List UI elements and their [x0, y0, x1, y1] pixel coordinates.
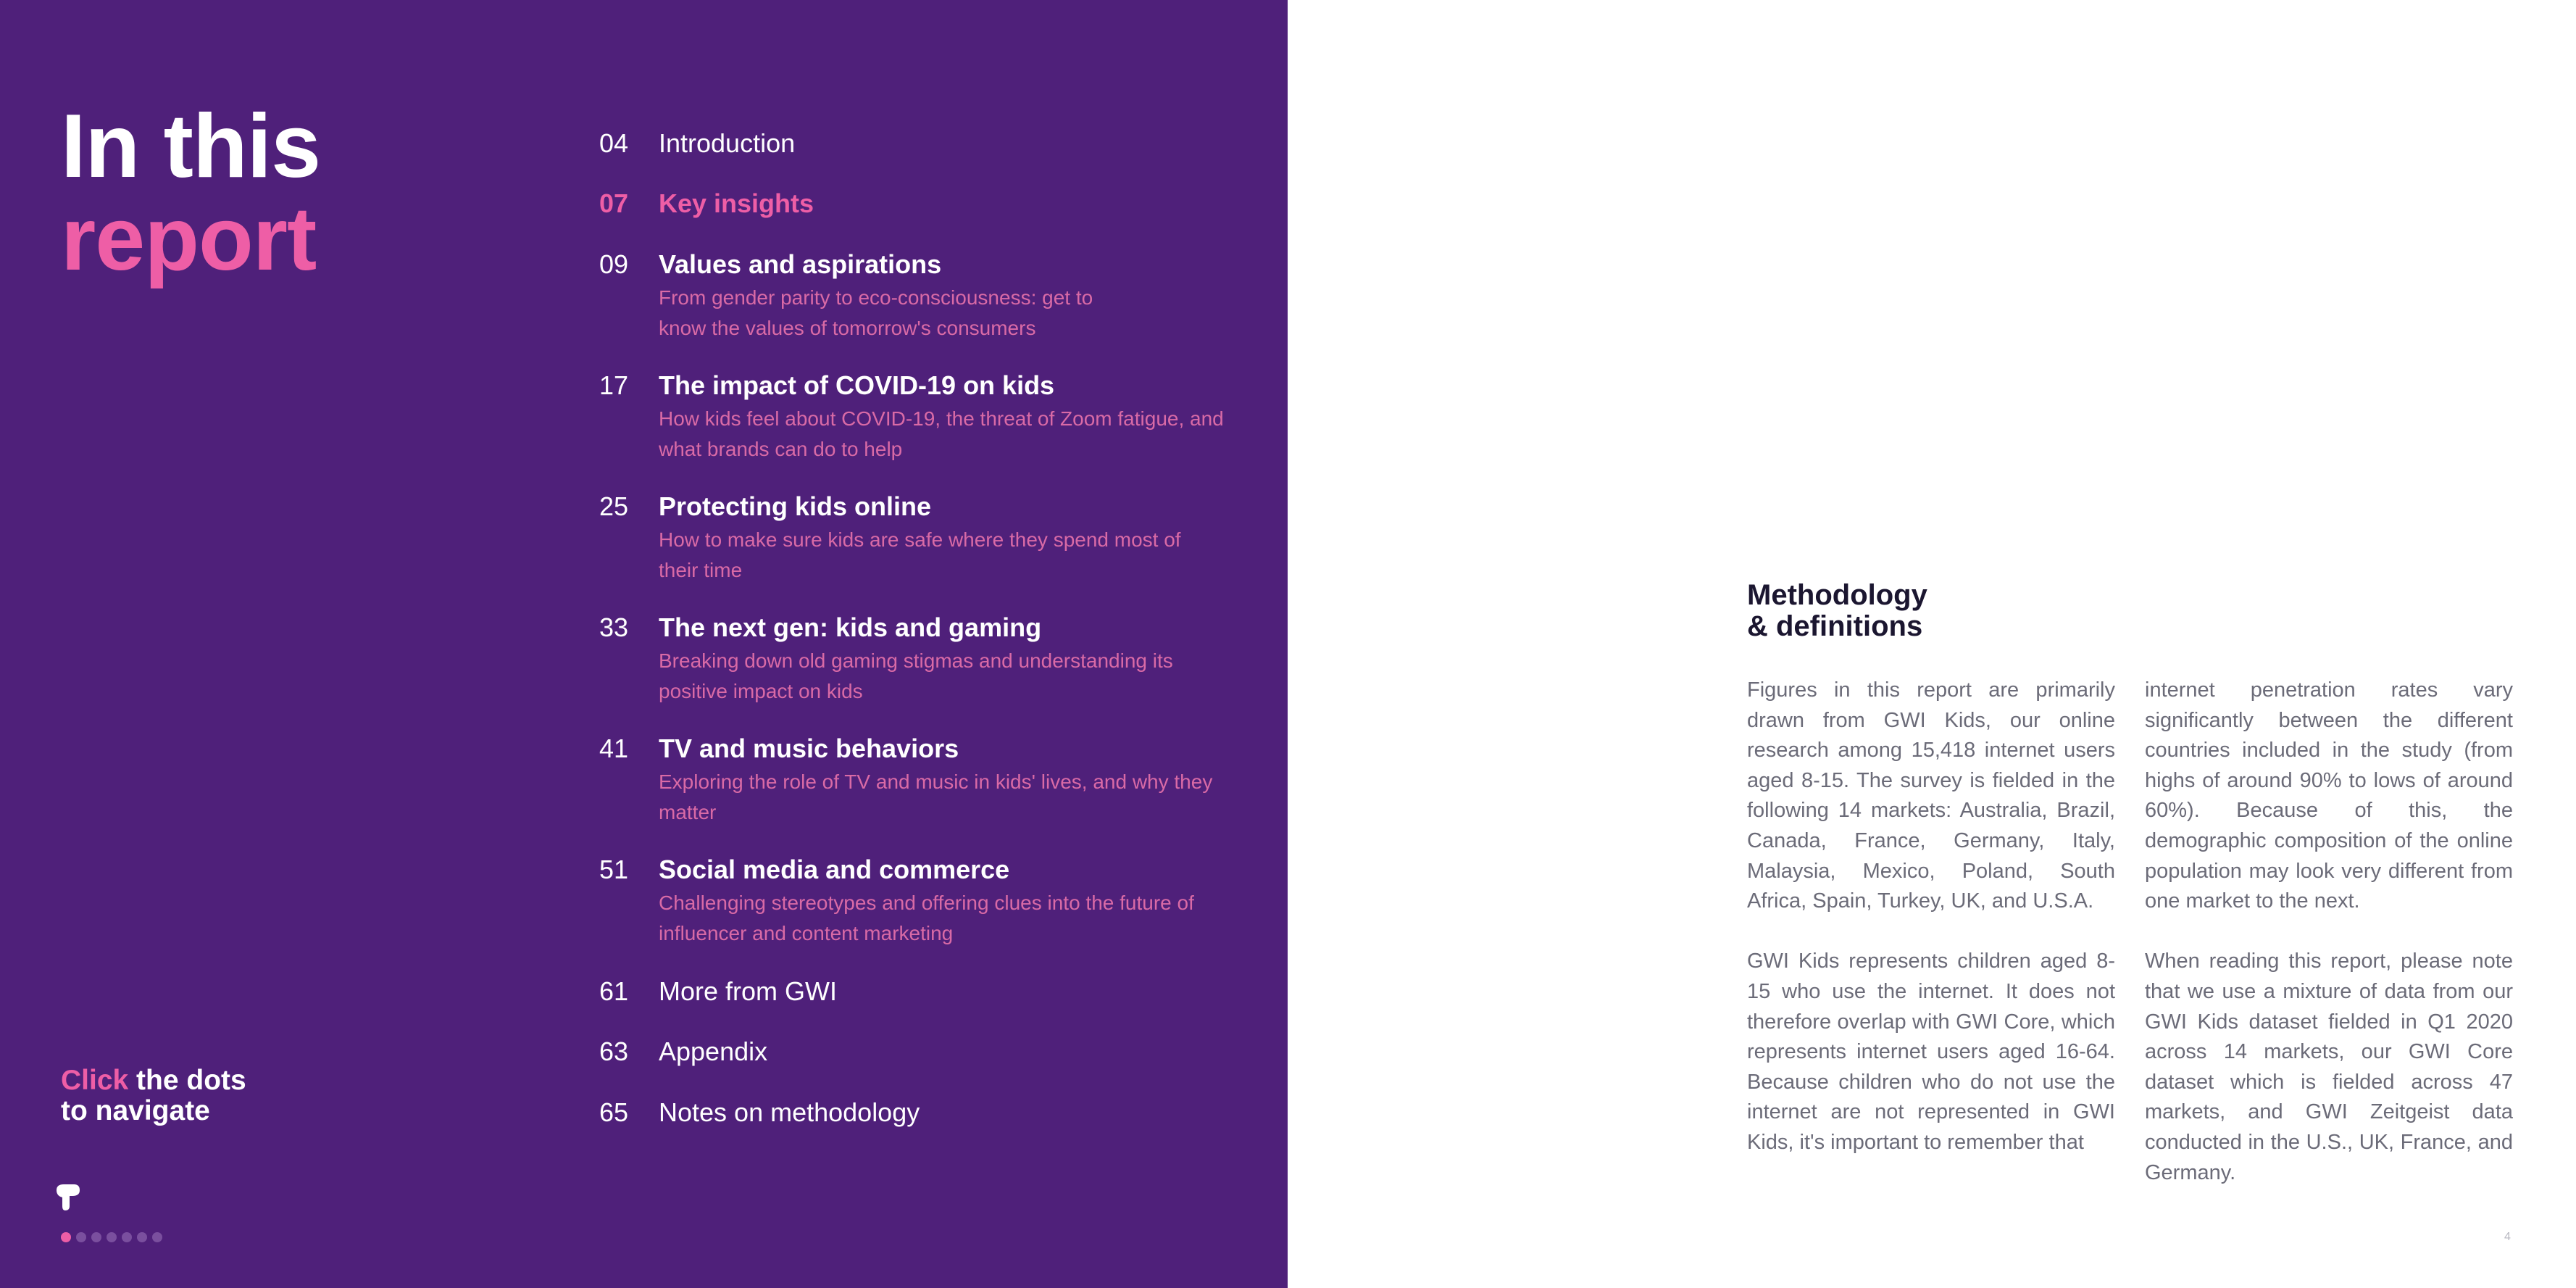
methodology-paragraph: GWI Kids represents children aged 8-15 who use the internet. It does not therefore overlap with GWI Core, which represents internet users aged 16-64. Because children who do not use the internet are not represented in GWI Kids, it's important to remember that	[1747, 950, 2115, 1154]
toc-title: The next gen: kids and gaming	[659, 612, 1042, 642]
toc-page-number: 07	[599, 188, 628, 218]
nav-dot[interactable]	[152, 1232, 162, 1242]
toc-title: Protecting kids online	[659, 491, 932, 521]
toc-page-number: 41	[599, 734, 628, 763]
nav-dot[interactable]	[91, 1232, 101, 1242]
toc-title: Key insights	[659, 188, 814, 218]
toc-page-number: 04	[599, 128, 628, 158]
nav-hint-highlight: Click	[61, 1065, 129, 1096]
toc-description: Breaking down old gaming stigmas and understanding its positive impact on kids	[659, 649, 1173, 702]
methodology-paragraph: Figures in this report are primarily drawn from GWI Kids, our online research among 15,418 internet users aged 8-15. The survey is fielded in the following 14 markets: Australia, Brazil, Canada, France, Germany, Italy, Malaysia, Mexico, Poland, South Africa, Spain, Turkey, UK, and U.S.A.	[1747, 678, 2115, 913]
navigation-hint	[61, 1065, 246, 1126]
nav-dot[interactable]	[107, 1232, 117, 1242]
title-line-2: report	[61, 189, 317, 289]
toc-title: Appendix	[659, 1036, 768, 1066]
toc-page-number: 17	[599, 370, 628, 400]
methodology-column-1	[1747, 676, 2115, 1188]
toc-page-number: 65	[599, 1097, 628, 1127]
nav-dot[interactable]	[61, 1232, 71, 1242]
toc-title: Notes on methodology	[659, 1097, 920, 1127]
toc-title: Values and aspirations	[659, 249, 942, 279]
methodology-column-2	[2145, 676, 2513, 1218]
methodology-heading	[1747, 580, 1927, 642]
toc-page-number: 25	[599, 491, 628, 521]
toc-description: Challenging stereotypes and offering clues into the future of influencer and content marketing	[659, 892, 1194, 944]
toc-title: More from GWI	[659, 976, 838, 1006]
toc-title: TV and music behaviors	[659, 734, 959, 763]
toc-description: How kids feel about COVID-19, the threat of Zoom fatigue, and what brands can do to help	[659, 407, 1224, 460]
nav-hint-line-2: to navigate	[61, 1095, 210, 1126]
toc-title: Social media and commerce	[659, 855, 1010, 884]
gwi-logo-icon[interactable]	[54, 1183, 83, 1212]
page-number: 4	[2504, 1231, 2511, 1243]
nav-hint-text: the dots	[128, 1065, 246, 1096]
page-title	[61, 96, 321, 289]
toc-title: Introduction	[659, 128, 796, 158]
methodology-title-line-2: & definitions	[1747, 610, 1923, 642]
nav-dot[interactable]	[122, 1232, 132, 1242]
toc-page-number: 09	[599, 249, 628, 279]
methodology-title-line-1: Methodology	[1747, 579, 1927, 611]
methodology-paragraph: When reading this report, please note that we use a mixture of data from our GWI Kids dataset fielded in Q1 2020 across 14 markets, our GWI Core dataset which is fielded across 47 markets, and GWI Zeitgeist data conducted in the U.S., UK, France, and Germany.	[2145, 950, 2513, 1184]
toc-description: Exploring the role of TV and music in kids' lives, and why they matter	[659, 770, 1213, 823]
nav-dot[interactable]	[137, 1232, 147, 1242]
toc-page-number: 33	[599, 612, 628, 642]
title-line-1: In this	[61, 96, 321, 196]
nav-dot[interactable]	[76, 1232, 86, 1242]
toc-page-number: 63	[599, 1036, 628, 1066]
toc-description: From gender parity to eco-consciousness: get to know the values of tomorrow's consumers	[659, 286, 1093, 339]
methodology-paragraph: internet penetration rates vary significantly between the different countries included in the study (from highs of around 90% to lows of around 60%). Because of this, the demographic composition of the online population may look very different from one market to the next.	[2145, 678, 2513, 913]
toc-description: How to make sure kids are safe where they spend most of their time	[659, 528, 1181, 581]
toc-page-number: 61	[599, 976, 628, 1006]
toc-page-number: 51	[599, 855, 628, 884]
toc-title: The impact of COVID-19 on kids	[659, 370, 1055, 400]
page-navigation-dots	[61, 1232, 162, 1242]
